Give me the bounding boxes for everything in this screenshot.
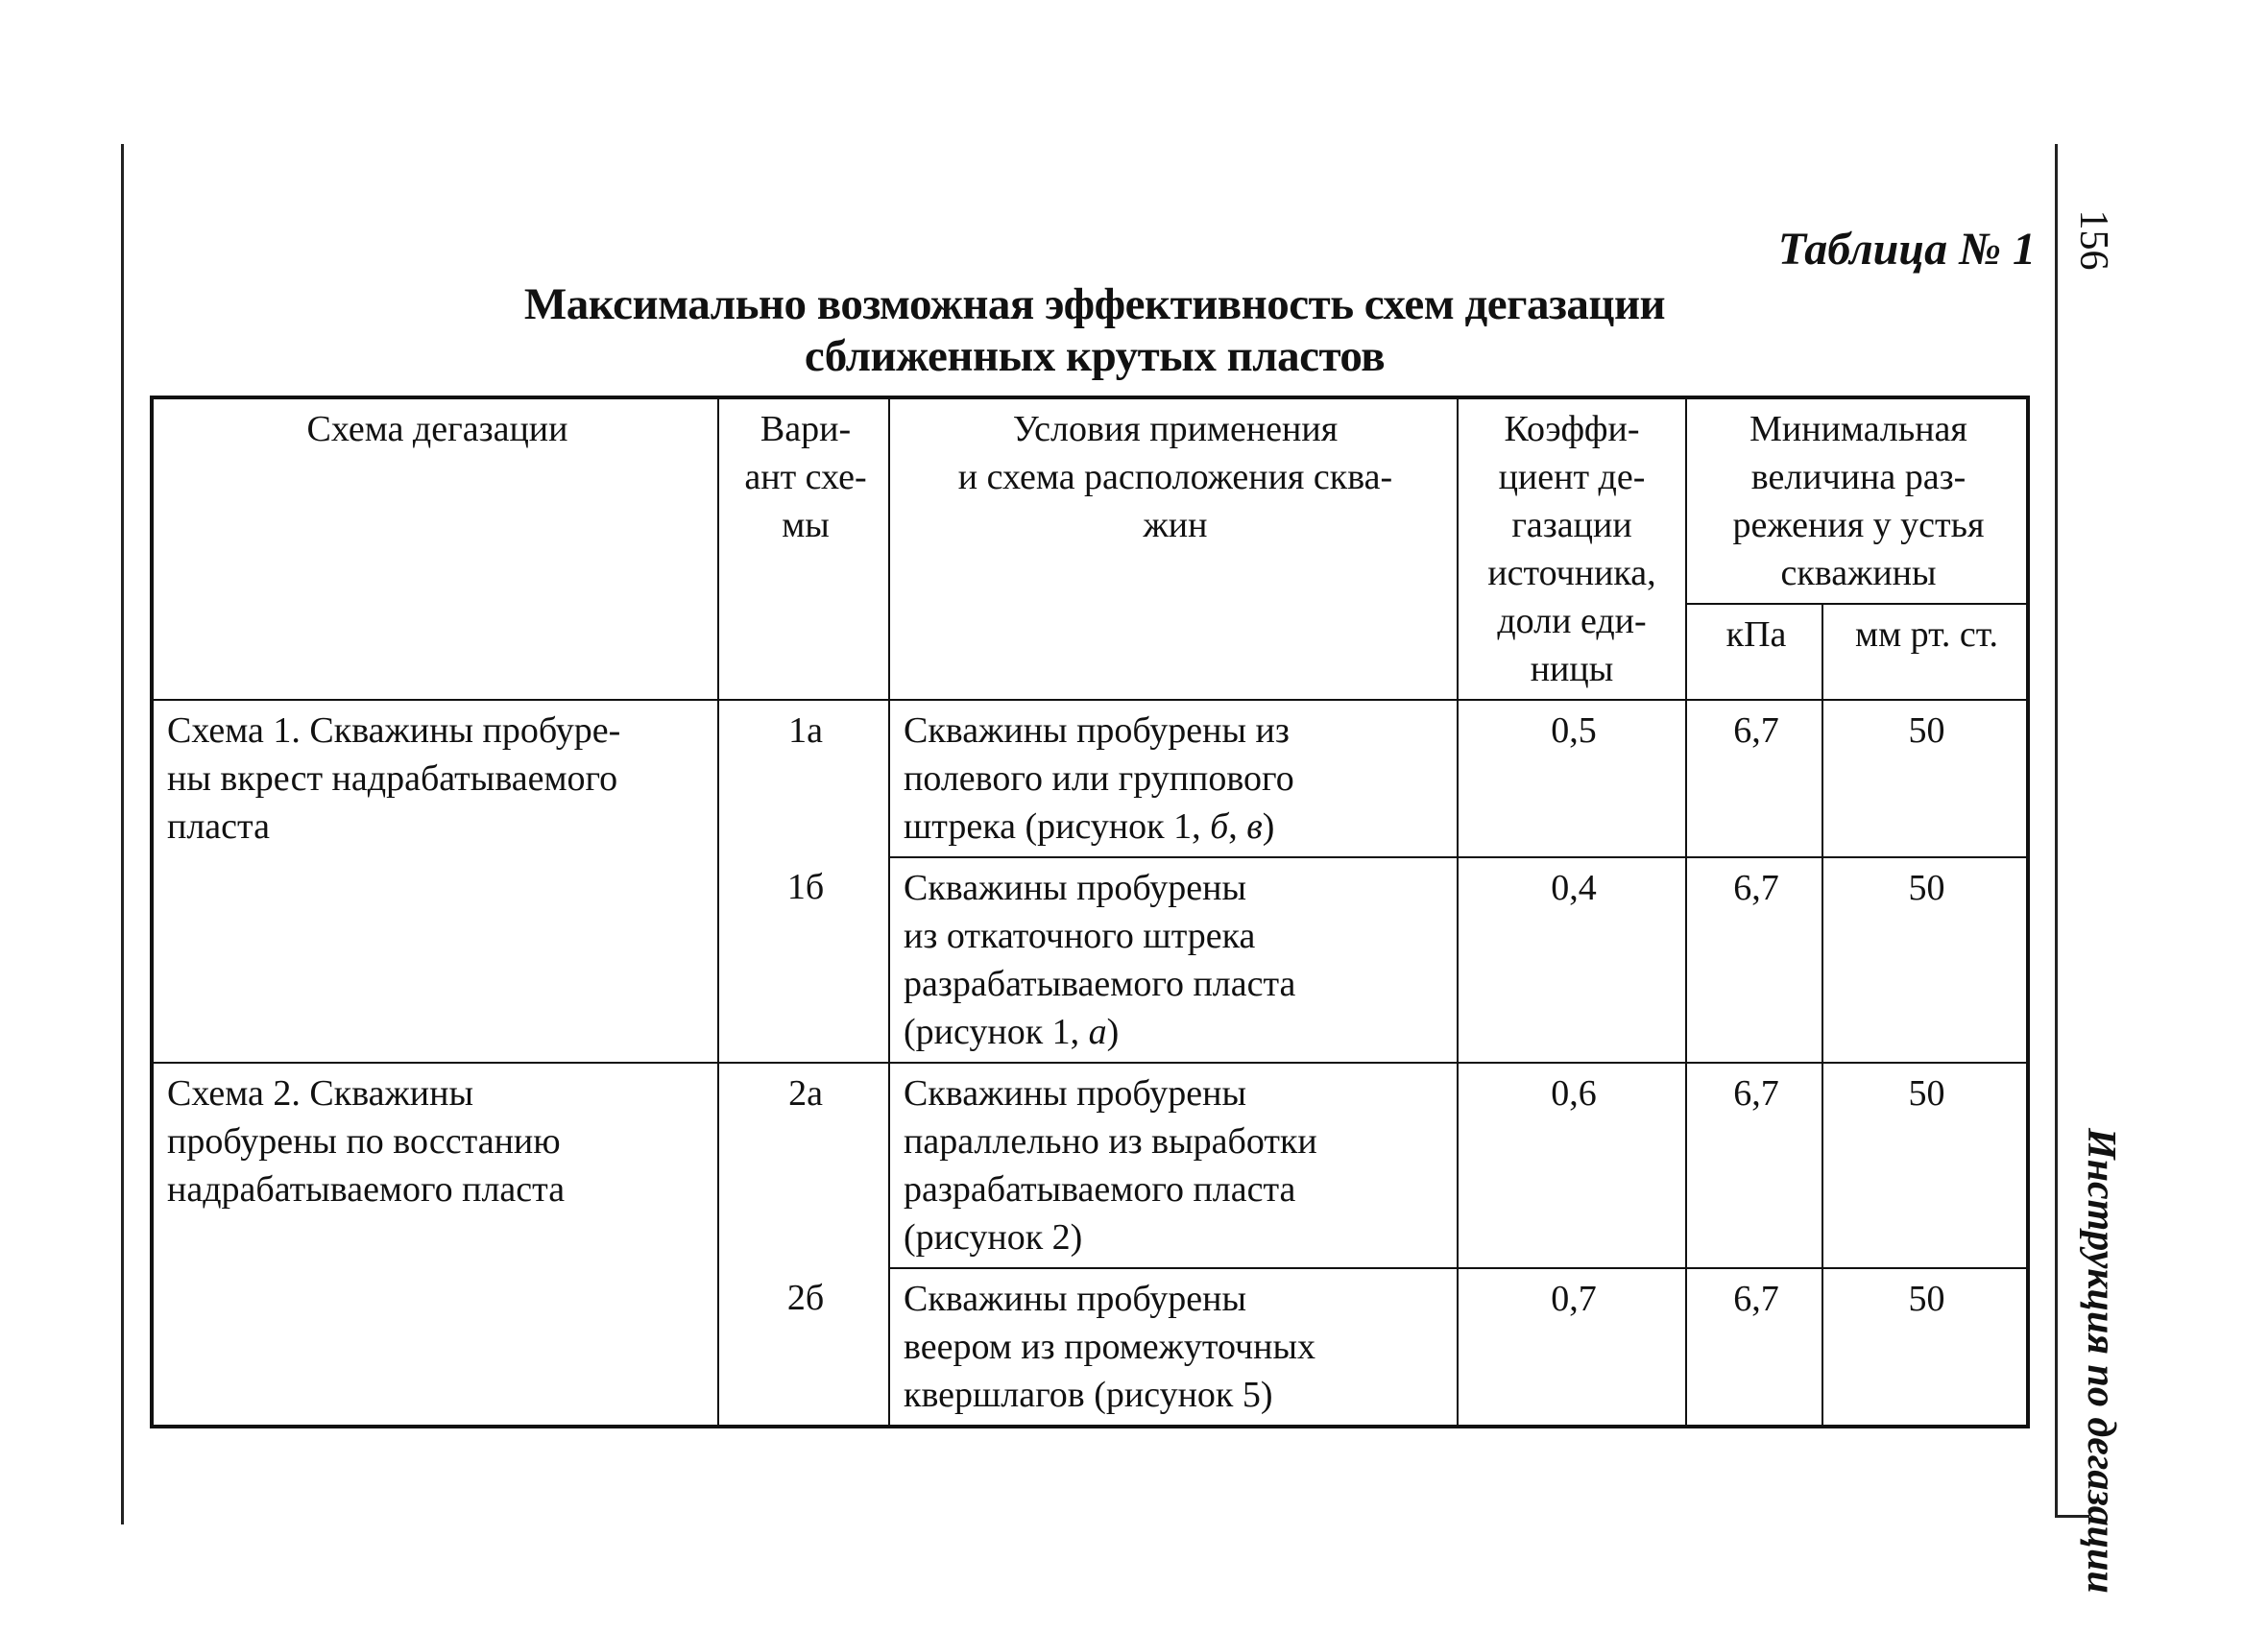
title-line-2: сближенных крутых пластов — [804, 331, 1386, 381]
header-kpa: кПа — [1686, 604, 1822, 700]
conditions-cell — [889, 1063, 1458, 1268]
header-min-pressure-text: Минимальная величина раз- режения у устья скважины — [1732, 409, 1985, 593]
conditions-text: Скважины пробурены параллельно из выработки разрабатываемого пласта (рисунок 2) — [904, 1073, 1317, 1258]
scheme-1-text: Схема 1. Скважины пробуре- ны вкрест надрабатываемого пласта — [167, 710, 621, 847]
header-conditions-text: Условия применения и схема расположения сква- жин — [957, 409, 1393, 545]
conditions-cell — [889, 1268, 1458, 1427]
coefficient-cell: 0,6 — [1458, 1063, 1686, 1268]
mmhg-cell: 50 — [1822, 1063, 2028, 1268]
header-coefficient-text: Коэффи- циент де- газации источника, доли еди- ницы — [1487, 409, 1656, 689]
variant-cell: 2б — [718, 1268, 889, 1427]
conditions-text: Скважины пробурены веером из промежуточных квершлагов (рисунок 5) — [904, 1279, 1316, 1415]
header-row-1 — [152, 397, 2028, 604]
header-min-pressure — [1686, 397, 2028, 604]
title-line-1: Максимально возможная эффективность схем дегазации — [523, 279, 1666, 329]
kpa-cell: 6,7 — [1686, 1063, 1822, 1268]
page-number: 156 — [2071, 209, 2115, 271]
kpa-cell: 6,7 — [1686, 857, 1822, 1063]
conditions-cell: Скважины пробурены из полевого или группового штрека (рисунок 1, б, в) — [889, 700, 1458, 857]
variant-cell: 1а — [718, 700, 889, 857]
left-margin-rule — [121, 144, 124, 1524]
coefficient-cell: 0,4 — [1458, 857, 1686, 1063]
table-row — [152, 700, 2028, 857]
header-mmhg: мм рт. ст. — [1822, 604, 2028, 700]
header-coefficient — [1458, 397, 1686, 700]
degassing-table — [150, 396, 2030, 1428]
right-margin-rule — [2055, 144, 2058, 1517]
kpa-cell: 6,7 — [1686, 700, 1822, 857]
coefficient-cell: 0,5 — [1458, 700, 1686, 857]
mmhg-cell: 50 — [1822, 700, 2028, 857]
header-variant — [718, 397, 889, 700]
variant-cell: 2а — [718, 1063, 889, 1268]
kpa-cell: 6,7 — [1686, 1268, 1822, 1427]
header-variant-text: Вари- ант схе- мы — [744, 409, 867, 545]
variant-cell: 1б — [718, 857, 889, 1063]
scheme-cell-1 — [152, 700, 718, 1063]
mmhg-cell: 50 — [1822, 857, 2028, 1063]
header-scheme — [152, 397, 718, 700]
table-label: Таблица № 1 — [1777, 224, 2036, 275]
header-conditions — [889, 397, 1458, 700]
header-scheme-text: Схема дегазации — [306, 409, 568, 449]
scheme-2-text: Схема 2. Скважины пробурены по восстанию надрабатываемого пласта — [167, 1073, 566, 1210]
running-title: Инструкция по дегазации — [2079, 1128, 2123, 1594]
scheme-cell-2 — [152, 1063, 718, 1427]
table-title — [384, 278, 1805, 382]
conditions-cell: Скважины пробурены из откаточного штрека разрабатываемого пласта (рисунок 1, а) — [889, 857, 1458, 1063]
table-row — [152, 1063, 2028, 1268]
coefficient-cell: 0,7 — [1458, 1268, 1686, 1427]
mmhg-cell: 50 — [1822, 1268, 2028, 1427]
